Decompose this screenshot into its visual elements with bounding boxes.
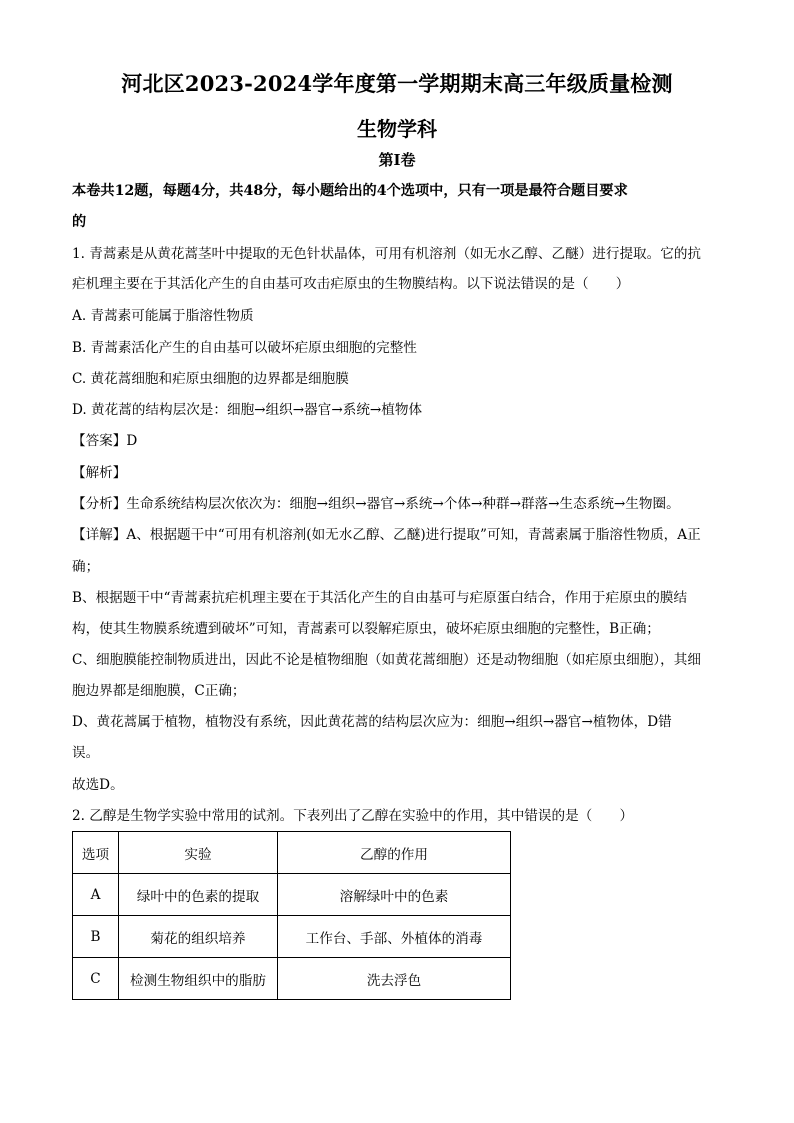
exam-title: 河北区2023-2024学年度第一学期期末高三年级质量检测 [121,71,673,96]
instructions-line-1: 本卷共12题，每题4分，共48分，每小题给出的4个选项中，只有一项是最符合题目要求 [72,183,628,199]
q1-explanation-line: 【详解】A、根据题干中“可用有机溶剂(如无水乙醇、乙醚)进行提取”可知，青蒿素属于脂溶性物质，A正 [72,527,701,543]
table-cell: 溶解绿叶中的色素 [278,874,511,916]
q1-stem-line-1: 1. 青蒿素是从黄花蒿茎叶中提取的无色针状晶体，可用有机溶剂（如无水乙醇、乙醚）进行提取。它的抗 [72,246,702,262]
table-cell: 绿叶中的色素的提取 [119,874,278,916]
q1-explanation-line: D、黄花蒿属于植物，植物没有系统，因此黄花蒿的结构层次应为：细胞→组织→器官→植物体，D错 [72,714,672,730]
table-cell: 洗去浮色 [278,958,511,1000]
subject-title: 生物学科 [357,117,437,141]
table-cell: 菊花的组织培养 [119,916,278,958]
q1-option-b: B. 青蒿素活化产生的自由基可以破坏疟原虫细胞的完整性 [72,340,417,356]
q2-stem: 2. 乙醇是生物学实验中常用的试剂。下表列出了乙醇在实验中的作用，其中错误的是（ ） [72,808,634,824]
q1-explanation-line: C、细胞膜能控制物质进出，因此不论是植物细胞（如黄花蒿细胞）还是动物细胞（如疟原虫细胞），其细 [72,652,701,668]
volume-label: 第Ⅰ卷 [378,151,416,169]
q1-option-d: D. 黄花蒿的结构层次是：细胞→组织→器官→系统→植物体 [72,402,423,418]
table-header-cell: 选项 [73,832,119,874]
table-header-cell: 实验 [119,832,278,874]
q1-explanation-line: 故选D。 [72,777,124,793]
table-cell: C [73,958,119,1000]
q1-explanation-line: 误。 [72,745,100,761]
table-cell: B [73,916,119,958]
q1-option-c: C. 黄花蒿细胞和疟原虫细胞的边界都是细胞膜 [72,371,349,387]
table-row [73,916,511,958]
q1-analysis-label: 【解析】 [72,465,127,481]
q1-stem-line-2: 疟机理主要在于其活化产生的自由基可攻击疟原虫的生物膜结构。以下说法错误的是（ ） [72,276,630,292]
table-cell: 检测生物组织中的脂肪 [119,958,278,1000]
table-cell: A [73,874,119,916]
ethanol-usage-table [72,831,511,1000]
table-header-row [73,832,511,874]
q1-explanation-line: 胞边界都是细胞膜，C正确； [72,683,246,699]
q1-answer: 【答案】D [72,433,138,449]
table-header-cell: 乙醇的作用 [278,832,511,874]
q1-explanation-line: 【分析】生命系统结构层次依次为：细胞→组织→器官→系统→个体→种群→群落→生态系统→生物圈。 [72,496,680,512]
table-row [73,958,511,1000]
q1-explanation-line: B、根据题干中“青蒿素抗疟机理主要在于其活化产生的自由基可与疟原蛋白结合，作用于疟原虫的膜结 [72,590,688,606]
table-row [73,874,511,916]
instructions-line-2: 的 [72,214,87,230]
table-cell: 工作台、手部、外植体的消毒 [278,916,511,958]
q1-explanation-line: 确； [72,559,100,575]
q1-explanation-line: 构，使其生物膜系统遭到破坏”可知，青蒿素可以裂解疟原虫，破坏疟原虫细胞的完整性，B正确； [72,621,660,637]
q1-option-a: A. 青蒿素可能属于脂溶性物质 [72,308,254,324]
